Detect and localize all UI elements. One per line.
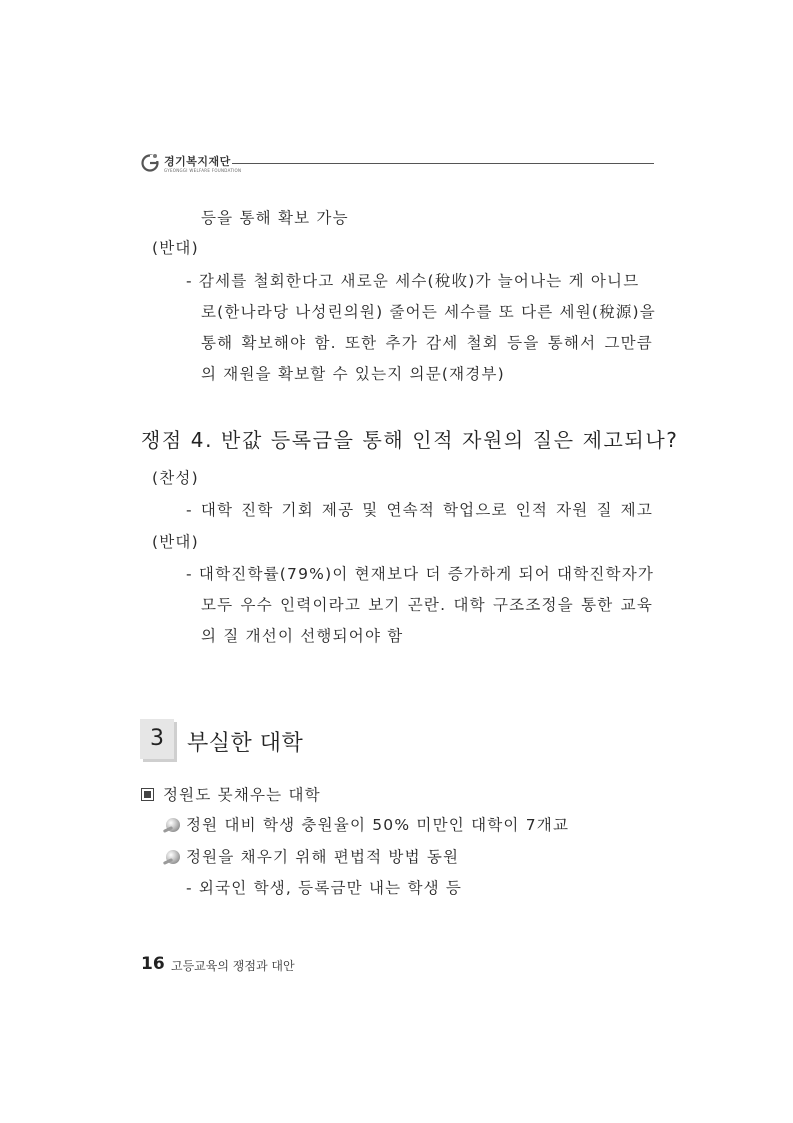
org-name-en: GYEONGGI WELFARE FOUNDATION xyxy=(164,168,242,173)
section-number: 3 xyxy=(150,726,164,751)
continued-line: 등을 통해 확보 가능 xyxy=(201,209,349,227)
square-bullet-icon xyxy=(141,788,154,801)
foundation-logo-icon xyxy=(140,152,160,172)
item-heading: 정원도 못채우는 대학 xyxy=(163,786,321,804)
oppose-line: 의 재원을 확보할 수 있는지 의문(재경부) xyxy=(201,365,505,383)
oppose-line: - 대학진학률(79%)이 현재보다 더 증가하게 되어 대학진학자가 xyxy=(186,565,655,583)
ball-bullet-icon xyxy=(166,850,180,864)
page-number: 16 xyxy=(141,954,165,974)
running-title: 고등교육의 쟁점과 대안 xyxy=(171,959,295,973)
support-label: (찬성) xyxy=(152,469,199,487)
header-divider xyxy=(232,163,654,164)
oppose-line: - 감세를 철회한다고 새로운 세수(稅收)가 늘어나는 게 아니므 xyxy=(186,272,640,290)
org-name: 경기복지재단 xyxy=(164,155,231,168)
oppose-line: 모두 우수 인력이라고 보기 곤란. 대학 구조조정을 통한 교육 xyxy=(201,596,653,614)
bullet-item: 정원 대비 학생 충원율이 50% 미만인 대학이 7개교 xyxy=(186,816,570,834)
oppose-line: 로(한나라당 나성린의원) 줄어든 세수를 또 다른 세원(稅源)을 xyxy=(201,303,656,321)
oppose-line: 의 질 개선이 선행되어야 함 xyxy=(201,627,404,645)
bullet-item: 정원을 채우기 위해 편법적 방법 동원 xyxy=(186,848,460,866)
oppose-line: 통해 확보해야 함. 또한 추가 감세 철회 등을 통해서 그만큼 xyxy=(201,334,653,352)
oppose-label: (반대) xyxy=(152,239,199,257)
sub-bullet-item: - 외국인 학생, 등록금만 내는 학생 등 xyxy=(186,879,463,897)
support-line: - 대학 진학 기회 제공 및 연속적 학업으로 인적 자원 질 제고 xyxy=(186,501,653,519)
oppose-label: (반대) xyxy=(152,533,199,551)
issue-heading: 쟁점 4. 반값 등록금을 통해 인적 자원의 질은 제고되나? xyxy=(141,428,679,452)
ball-bullet-icon xyxy=(166,818,180,832)
section-title: 부실한 대학 xyxy=(187,731,304,756)
